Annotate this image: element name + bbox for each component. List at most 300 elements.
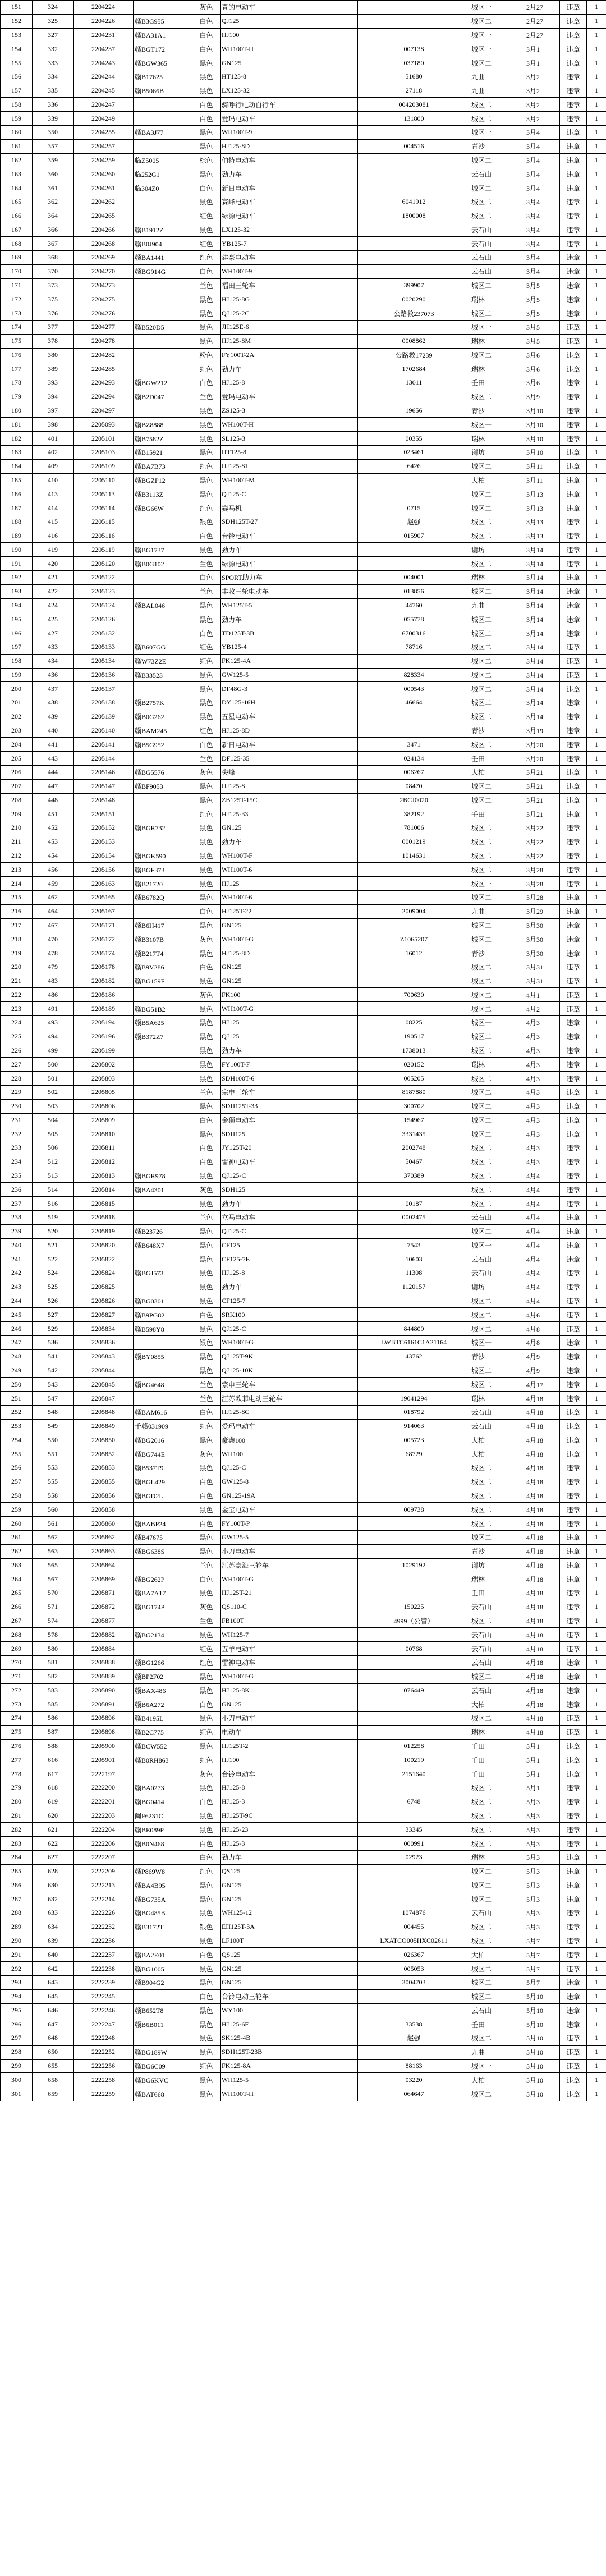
cell-sequence-number: 327 (33, 28, 74, 42)
cell-frame-number: 赵强 (358, 2031, 470, 2046)
cell-date: 3月22 (525, 835, 560, 849)
cell-record-number: 2204275 (74, 292, 134, 306)
cell-reason: 违章 (560, 1558, 587, 1572)
cell-area: 青沙 (470, 139, 525, 153)
cell-plate-number: 赣B6H417 (134, 918, 192, 932)
cell-frame-number (358, 264, 470, 278)
cell-frame-number: 013856 (358, 584, 470, 598)
cell-reason: 违章 (560, 1586, 587, 1600)
cell-vehicle-model: GN125 (221, 1697, 358, 1712)
cell-reason: 违章 (560, 1809, 587, 1823)
cell-row-index: 264 (1, 1572, 33, 1586)
cell-area: 城区二 (470, 1197, 525, 1211)
cell-frame-number (358, 1461, 470, 1475)
cell-vehicle-color: 黑色 (192, 779, 221, 793)
cell-plate-number (134, 1280, 192, 1294)
cell-record-number: 2205124 (74, 598, 134, 612)
cell-sequence-number: 333 (33, 56, 74, 70)
cell-sequence-number: 548 (33, 1405, 74, 1419)
cell-count: 1 (587, 473, 606, 487)
cell-vehicle-color: 兰色 (192, 1378, 221, 1392)
cell-reason: 违章 (560, 1753, 587, 1767)
cell-date: 4月9 (525, 1349, 560, 1364)
cell-row-index: 283 (1, 1837, 33, 1851)
cell-plate-number: 赣B5066B (134, 84, 192, 98)
cell-count: 1 (587, 1878, 606, 1892)
cell-plate-number (134, 682, 192, 696)
table-row (1, 1085, 606, 1099)
cell-vehicle-model: DY125-16H (221, 696, 358, 710)
cell-sequence-number: 462 (33, 891, 74, 905)
table-row (1, 1336, 606, 1350)
cell-record-number: 2205163 (74, 877, 134, 891)
cell-sequence-number: 587 (33, 1725, 74, 1739)
cell-row-index: 166 (1, 209, 33, 223)
cell-reason: 违章 (560, 2017, 587, 2031)
cell-area: 大柏 (470, 1447, 525, 1461)
cell-area: 城区二 (470, 918, 525, 932)
cell-row-index: 176 (1, 348, 33, 362)
cell-reason: 违章 (560, 1280, 587, 1294)
cell-count: 1 (587, 891, 606, 905)
cell-plate-number: 赣BG914G (134, 264, 192, 278)
cell-frame-number (358, 1, 470, 15)
cell-frame-number: 0008862 (358, 334, 470, 348)
cell-frame-number (358, 724, 470, 738)
cell-frame-number: 370389 (358, 1169, 470, 1183)
cell-area: 云石山 (470, 1600, 525, 1614)
cell-plate-number (134, 584, 192, 598)
cell-date: 4月18 (525, 1697, 560, 1712)
cell-count: 1 (587, 1572, 606, 1586)
table-row (1, 1475, 606, 1489)
cell-vehicle-model: WH125-7 (221, 1628, 358, 1642)
cell-area: 城区二 (470, 1809, 525, 1823)
table-row (1, 1322, 606, 1336)
cell-record-number: 2222201 (74, 1795, 134, 1809)
table-row (1, 1948, 606, 1962)
cell-vehicle-color: 银色 (192, 515, 221, 529)
cell-sequence-number: 325 (33, 14, 74, 28)
cell-area: 云石山 (470, 1210, 525, 1224)
cell-sequence-number: 444 (33, 765, 74, 779)
table-row (1, 1349, 606, 1364)
cell-row-index: 219 (1, 946, 33, 960)
cell-row-index: 205 (1, 752, 33, 766)
cell-vehicle-color: 黑色 (192, 418, 221, 432)
cell-row-index: 229 (1, 1085, 33, 1099)
cell-row-index: 192 (1, 571, 33, 585)
cell-area: 城区二 (470, 1864, 525, 1878)
cell-frame-number: 844809 (358, 1322, 470, 1336)
cell-sequence-number: 470 (33, 932, 74, 946)
cell-frame-number: 0002475 (358, 1210, 470, 1224)
cell-vehicle-color: 黑色 (192, 1072, 221, 1086)
cell-vehicle-model: GN125 (221, 1962, 358, 1976)
cell-vehicle-model: 绿源电动车 (221, 209, 358, 223)
cell-vehicle-model: WH100T-G (221, 1336, 358, 1350)
cell-vehicle-model: FK100 (221, 988, 358, 1002)
cell-vehicle-color: 兰色 (192, 752, 221, 766)
cell-plate-number (134, 1850, 192, 1864)
cell-plate-number: 赣B372Z7 (134, 1030, 192, 1044)
cell-count: 1 (587, 14, 606, 28)
cell-plate-number: 赣B21720 (134, 877, 192, 891)
cell-sequence-number: 619 (33, 1795, 74, 1809)
cell-plate-number: 赣BGT172 (134, 42, 192, 56)
cell-reason: 违章 (560, 1155, 587, 1169)
cell-date: 5月1 (525, 1753, 560, 1767)
cell-reason: 违章 (560, 1781, 587, 1795)
cell-vehicle-color: 白色 (192, 529, 221, 543)
cell-area: 城区二 (470, 98, 525, 112)
cell-row-index: 236 (1, 1183, 33, 1197)
cell-sequence-number: 622 (33, 1837, 74, 1851)
cell-date: 4月4 (525, 1210, 560, 1224)
cell-record-number: 2204268 (74, 237, 134, 251)
cell-plate-number: 赣BG4648 (134, 1378, 192, 1392)
cell-date: 3月2 (525, 98, 560, 112)
cell-frame-number: 1120157 (358, 1280, 470, 1294)
table-row (1, 237, 606, 251)
cell-area: 九曲 (470, 904, 525, 918)
cell-vehicle-model: 福田三轮车 (221, 278, 358, 292)
cell-record-number: 2205811 (74, 1141, 134, 1155)
cell-date: 5月3 (525, 1795, 560, 1809)
cell-row-index: 180 (1, 404, 33, 418)
cell-vehicle-model: HJ125-8K (221, 1683, 358, 1697)
cell-vehicle-color: 灰色 (192, 1767, 221, 1781)
cell-count: 1 (587, 1906, 606, 1920)
cell-area: 城区二 (470, 1795, 525, 1809)
cell-plate-number: 赣B904G2 (134, 1975, 192, 1989)
cell-reason: 违章 (560, 1725, 587, 1739)
cell-date: 3月13 (525, 515, 560, 529)
cell-date: 4月18 (525, 1669, 560, 1683)
cell-row-index: 203 (1, 724, 33, 738)
cell-record-number: 2205818 (74, 1210, 134, 1224)
cell-date: 3月28 (525, 863, 560, 877)
cell-sequence-number: 588 (33, 1739, 74, 1753)
cell-vehicle-color: 红色 (192, 654, 221, 668)
cell-record-number: 2222248 (74, 2031, 134, 2046)
cell-record-number: 2222239 (74, 1975, 134, 1989)
cell-frame-number: 190517 (358, 1030, 470, 1044)
cell-vehicle-model: 劲力车 (221, 543, 358, 557)
cell-reason: 违章 (560, 1517, 587, 1531)
cell-reason: 违章 (560, 1113, 587, 1127)
cell-row-index: 177 (1, 362, 33, 376)
cell-vehicle-model: QS110-C (221, 1600, 358, 1614)
cell-date: 5月10 (525, 2003, 560, 2017)
cell-vehicle-color: 黑色 (192, 432, 221, 446)
cell-record-number: 2222237 (74, 1948, 134, 1962)
cell-sequence-number: 413 (33, 487, 74, 501)
cell-vehicle-model: WH100T-F (221, 849, 358, 863)
cell-row-index: 290 (1, 1934, 33, 1948)
cell-vehicle-color: 红色 (192, 1419, 221, 1433)
cell-row-index: 160 (1, 126, 33, 140)
cell-count: 1 (587, 70, 606, 84)
cell-row-index: 226 (1, 1044, 33, 1058)
cell-count: 1 (587, 960, 606, 974)
cell-row-index: 231 (1, 1113, 33, 1127)
cell-reason: 违章 (560, 1127, 587, 1141)
cell-vehicle-color: 黑色 (192, 1712, 221, 1726)
cell-frame-number (358, 1489, 470, 1503)
cell-vehicle-color: 红色 (192, 237, 221, 251)
cell-reason: 违章 (560, 640, 587, 654)
cell-frame-number: 037180 (358, 56, 470, 70)
cell-record-number: 2222214 (74, 1892, 134, 1906)
table-row (1, 1308, 606, 1322)
cell-frame-number: 6426 (358, 459, 470, 473)
cell-plate-number: 赣BG2134 (134, 1628, 192, 1642)
cell-sequence-number: 414 (33, 501, 74, 515)
cell-area: 大柏 (470, 765, 525, 779)
cell-row-index: 243 (1, 1280, 33, 1294)
cell-record-number: 2205848 (74, 1405, 134, 1419)
cell-date: 4月2 (525, 1002, 560, 1016)
cell-plate-number: 赣BG51B2 (134, 1002, 192, 1016)
cell-plate-number: 闽F6231C (134, 1809, 192, 1823)
cell-count: 1 (587, 376, 606, 390)
cell-row-index: 280 (1, 1795, 33, 1809)
cell-area: 云石山 (470, 1628, 525, 1642)
cell-record-number: 2205194 (74, 1016, 134, 1030)
cell-row-index: 255 (1, 1447, 33, 1461)
cell-vehicle-color: 白色 (192, 1572, 221, 1586)
cell-area: 城区二 (470, 1475, 525, 1489)
cell-sequence-number: 551 (33, 1447, 74, 1461)
cell-frame-number: 023461 (358, 446, 470, 460)
cell-vehicle-model: 电动车 (221, 1725, 358, 1739)
cell-area: 壬田 (470, 807, 525, 821)
cell-count: 1 (587, 2031, 606, 2046)
cell-plate-number: 临Z5005 (134, 153, 192, 167)
cell-vehicle-color: 黑色 (192, 292, 221, 306)
table-row (1, 390, 606, 404)
cell-reason: 违章 (560, 209, 587, 223)
cell-frame-number (358, 1378, 470, 1392)
cell-area: 城区二 (470, 1002, 525, 1016)
table-row (1, 1419, 606, 1433)
cell-plate-number: 赣BGF373 (134, 863, 192, 877)
cell-plate-number: 赣B2C775 (134, 1725, 192, 1739)
cell-vehicle-model: SRK100 (221, 1308, 358, 1322)
cell-sequence-number: 659 (33, 2087, 74, 2101)
cell-count: 1 (587, 835, 606, 849)
cell-area: 城区二 (470, 779, 525, 793)
cell-area: 城区二 (470, 668, 525, 682)
table-row (1, 807, 606, 821)
cell-date: 3月14 (525, 654, 560, 668)
cell-area: 城区二 (470, 821, 525, 835)
cell-area: 壬田 (470, 376, 525, 390)
cell-count: 1 (587, 1, 606, 15)
cell-row-index: 232 (1, 1127, 33, 1141)
cell-vehicle-color: 兰色 (192, 1614, 221, 1628)
table-row (1, 696, 606, 710)
cell-frame-number: 6041912 (358, 195, 470, 209)
cell-plate-number (134, 529, 192, 543)
cell-record-number: 2205115 (74, 515, 134, 529)
cell-vehicle-color: 白色 (192, 376, 221, 390)
cell-count: 1 (587, 1392, 606, 1406)
cell-plate-number: 赣BF9053 (134, 779, 192, 793)
cell-frame-number: 005205 (358, 1072, 470, 1086)
cell-reason: 违章 (560, 404, 587, 418)
cell-plate-number: 赣BG485B (134, 1906, 192, 1920)
cell-reason: 违章 (560, 557, 587, 571)
cell-frame-number: 10603 (358, 1252, 470, 1266)
cell-record-number: 2205871 (74, 1586, 134, 1600)
cell-reason: 违章 (560, 668, 587, 682)
cell-area: 城区二 (470, 1614, 525, 1628)
cell-area: 瑞林 (470, 571, 525, 585)
cell-sequence-number: 433 (33, 640, 74, 654)
cell-plate-number (134, 1072, 192, 1086)
cell-plate-number: 赣B2757K (134, 696, 192, 710)
cell-row-index: 188 (1, 515, 33, 529)
cell-reason: 违章 (560, 1252, 587, 1266)
cell-count: 1 (587, 918, 606, 932)
cell-record-number: 2205888 (74, 1655, 134, 1669)
cell-count: 1 (587, 807, 606, 821)
cell-record-number: 2205820 (74, 1238, 134, 1252)
table-row (1, 14, 606, 28)
cell-row-index: 234 (1, 1155, 33, 1169)
cell-count: 1 (587, 2003, 606, 2017)
cell-frame-number: 51680 (358, 70, 470, 84)
cell-count: 1 (587, 153, 606, 167)
cell-frame-number (358, 1475, 470, 1489)
cell-area: 城区二 (470, 557, 525, 571)
cell-vehicle-model: GW125-5 (221, 668, 358, 682)
cell-vehicle-model: GN125 (221, 960, 358, 974)
cell-row-index: 265 (1, 1586, 33, 1600)
cell-vehicle-model: 劲力车 (221, 835, 358, 849)
cell-count: 1 (587, 1210, 606, 1224)
cell-area: 壬田 (470, 752, 525, 766)
cell-sequence-number: 448 (33, 793, 74, 807)
cell-vehicle-color: 红色 (192, 459, 221, 473)
cell-frame-number: 154967 (358, 1113, 470, 1127)
cell-frame-number: 00187 (358, 1197, 470, 1211)
cell-date: 3月10 (525, 446, 560, 460)
cell-date: 3月14 (525, 696, 560, 710)
cell-reason: 违章 (560, 1, 587, 15)
cell-vehicle-color: 黑色 (192, 1628, 221, 1642)
cell-count: 1 (587, 1809, 606, 1823)
cell-row-index: 211 (1, 835, 33, 849)
table-row (1, 1572, 606, 1586)
cell-frame-number: 015907 (358, 529, 470, 543)
cell-reason: 违章 (560, 1475, 587, 1489)
cell-count: 1 (587, 1517, 606, 1531)
cell-plate-number: 赣B23726 (134, 1224, 192, 1238)
cell-vehicle-model: FY100T-F (221, 1058, 358, 1072)
cell-plate-number: 赣B3G955 (134, 14, 192, 28)
cell-row-index: 162 (1, 153, 33, 167)
table-row (1, 1962, 606, 1976)
cell-row-index: 268 (1, 1628, 33, 1642)
cell-plate-number (134, 334, 192, 348)
cell-date: 3月11 (525, 459, 560, 473)
cell-area: 城区二 (470, 849, 525, 863)
cell-vehicle-model: WH100T-6 (221, 891, 358, 905)
cell-vehicle-color: 黑色 (192, 1197, 221, 1211)
cell-reason: 违章 (560, 1795, 587, 1809)
cell-sequence-number: 451 (33, 807, 74, 821)
cell-vehicle-model: WH100T-9 (221, 264, 358, 278)
table-row (1, 2045, 606, 2059)
cell-record-number: 2205827 (74, 1308, 134, 1322)
cell-record-number: 2205872 (74, 1600, 134, 1614)
cell-area: 大柏 (470, 1948, 525, 1962)
cell-vehicle-color: 红色 (192, 2059, 221, 2073)
cell-count: 1 (587, 348, 606, 362)
cell-reason: 违章 (560, 70, 587, 84)
cell-date: 4月3 (525, 1058, 560, 1072)
cell-vehicle-color: 白色 (192, 1989, 221, 2003)
cell-frame-number: 006267 (358, 765, 470, 779)
cell-vehicle-color: 银色 (192, 1920, 221, 1934)
cell-count: 1 (587, 640, 606, 654)
cell-vehicle-color: 红色 (192, 807, 221, 821)
cell-vehicle-color: 红色 (192, 1655, 221, 1669)
cell-frame-number: 020152 (358, 1058, 470, 1072)
cell-row-index: 175 (1, 334, 33, 348)
cell-sequence-number: 505 (33, 1127, 74, 1141)
cell-vehicle-model: FY100T-2A (221, 348, 358, 362)
cell-date: 3月30 (525, 932, 560, 946)
cell-date: 5月10 (525, 2087, 560, 2101)
cell-vehicle-color: 灰色 (192, 932, 221, 946)
cell-record-number: 2204244 (74, 70, 134, 84)
cell-plate-number (134, 1155, 192, 1169)
cell-row-index: 155 (1, 56, 33, 70)
table-row (1, 1266, 606, 1280)
cell-plate-number: 赣BA4301 (134, 1183, 192, 1197)
cell-date: 4月18 (525, 1655, 560, 1669)
cell-plate-number: 临304Z0 (134, 181, 192, 195)
cell-plate-number: 赣BG735A (134, 1892, 192, 1906)
cell-vehicle-model: 劲力车 (221, 612, 358, 626)
cell-date: 4月18 (525, 1600, 560, 1614)
cell-plate-number (134, 1642, 192, 1656)
cell-plate-number (134, 1336, 192, 1350)
cell-area: 城区二 (470, 2031, 525, 2046)
cell-frame-number (358, 557, 470, 571)
cell-vehicle-model: 劲力车 (221, 362, 358, 376)
cell-area: 城区二 (470, 891, 525, 905)
cell-frame-number: Z1065207 (358, 932, 470, 946)
cell-vehicle-model: QS125 (221, 1864, 358, 1878)
cell-vehicle-model: WH100T-H (221, 42, 358, 56)
cell-reason: 违章 (560, 918, 587, 932)
table-row (1, 334, 606, 348)
cell-reason: 违章 (560, 598, 587, 612)
cell-plate-number: 赣BGZP12 (134, 473, 192, 487)
cell-record-number: 2204269 (74, 251, 134, 265)
cell-sequence-number: 640 (33, 1948, 74, 1962)
cell-row-index: 206 (1, 765, 33, 779)
cell-row-index: 247 (1, 1336, 33, 1350)
cell-frame-number: 382192 (358, 807, 470, 821)
cell-sequence-number: 493 (33, 1016, 74, 1030)
cell-sequence-number: 452 (33, 821, 74, 835)
